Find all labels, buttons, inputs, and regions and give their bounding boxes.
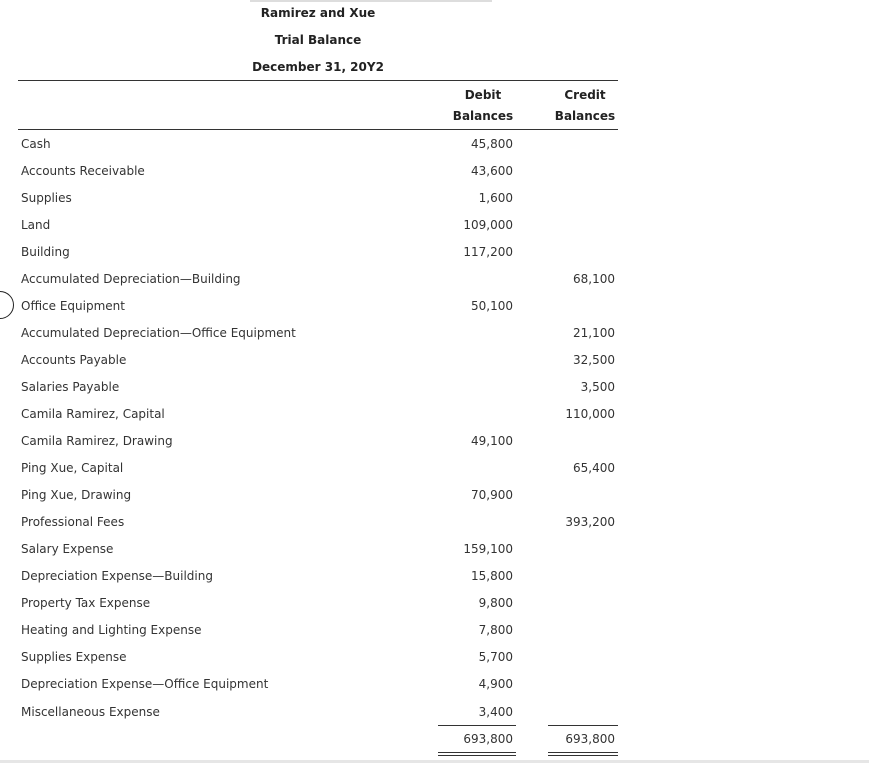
window-top-shadow xyxy=(250,0,492,2)
header-rule xyxy=(18,80,618,81)
account-name: Accumulated Depreciation—Office Equipment xyxy=(21,326,296,340)
credit-amount: 65,400 xyxy=(573,461,615,475)
debit-amount: 50,100 xyxy=(471,299,513,313)
debit-amount: 43,600 xyxy=(471,164,513,178)
debit-amount: 49,100 xyxy=(471,434,513,448)
debit-amount: 117,200 xyxy=(463,245,513,259)
credit-amount: 32,500 xyxy=(573,353,615,367)
debit-amount: 4,900 xyxy=(478,677,513,691)
account-name: Supplies Expense xyxy=(21,650,127,664)
credit-amount: 21,100 xyxy=(573,326,615,340)
account-name: Building xyxy=(21,245,70,259)
account-name: Depreciation Expense—Building xyxy=(21,569,213,583)
debit-amount: 159,100 xyxy=(463,542,513,556)
account-name: Cash xyxy=(21,137,51,151)
account-name: Ping Xue, Capital xyxy=(21,461,124,475)
debit-amount: 1,600 xyxy=(478,191,513,205)
debit-double-rule-2 xyxy=(438,755,516,756)
debit-header-line1: Debit xyxy=(464,88,502,102)
account-name: Camila Ramirez, Drawing xyxy=(21,434,173,448)
debit-amount: 45,800 xyxy=(471,137,513,151)
debit-amount: 9,800 xyxy=(478,596,513,610)
edge-circle-control[interactable] xyxy=(0,291,14,319)
debit-header-line2: Balances xyxy=(452,109,514,123)
account-name: Accounts Payable xyxy=(21,353,127,367)
debit-double-rule-1 xyxy=(438,752,516,753)
debit-amount: 3,400 xyxy=(478,705,513,719)
credit-total: 693,800 xyxy=(565,732,615,746)
account-name: Salary Expense xyxy=(21,542,114,556)
account-name: Office Equipment xyxy=(21,299,125,313)
account-name: Accumulated Depreciation—Building xyxy=(21,272,241,286)
debit-amount: 109,000 xyxy=(463,218,513,232)
credit-amount: 110,000 xyxy=(565,407,615,421)
account-name: Supplies xyxy=(21,191,72,205)
columns-rule xyxy=(18,129,618,130)
credit-amount: 3,500 xyxy=(580,380,615,394)
debit-total: 693,800 xyxy=(463,732,513,746)
account-name: Professional Fees xyxy=(21,515,125,529)
statement-title: Trial Balance xyxy=(274,33,362,47)
credit-double-rule-2 xyxy=(548,755,618,756)
account-name: Land xyxy=(21,218,51,232)
credit-header-line2: Balances xyxy=(554,109,616,123)
credit-header-line1: Credit xyxy=(564,88,606,102)
credit-amount: 68,100 xyxy=(573,272,615,286)
debit-amount: 5,700 xyxy=(478,650,513,664)
credit-total-rule xyxy=(548,725,618,726)
account-name: Property Tax Expense xyxy=(21,596,151,610)
debit-amount: 7,800 xyxy=(478,623,513,637)
account-name: Accounts Receivable xyxy=(21,164,145,178)
debit-total-rule xyxy=(438,725,516,726)
account-name: Ping Xue, Drawing xyxy=(21,488,132,502)
credit-amount: 393,200 xyxy=(565,515,615,529)
account-name: Heating and Lighting Expense xyxy=(21,623,202,637)
statement-date: December 31, 20Y2 xyxy=(252,60,384,74)
account-name: Depreciation Expense—Office Equipment xyxy=(21,677,269,691)
credit-double-rule-1 xyxy=(548,752,618,753)
account-name: Camila Ramirez, Capital xyxy=(21,407,165,421)
debit-amount: 70,900 xyxy=(471,488,513,502)
account-name: Salaries Payable xyxy=(21,380,120,394)
debit-amount: 15,800 xyxy=(471,569,513,583)
account-name: Miscellaneous Expense xyxy=(21,705,160,719)
company-name: Ramirez and Xue xyxy=(260,6,376,20)
